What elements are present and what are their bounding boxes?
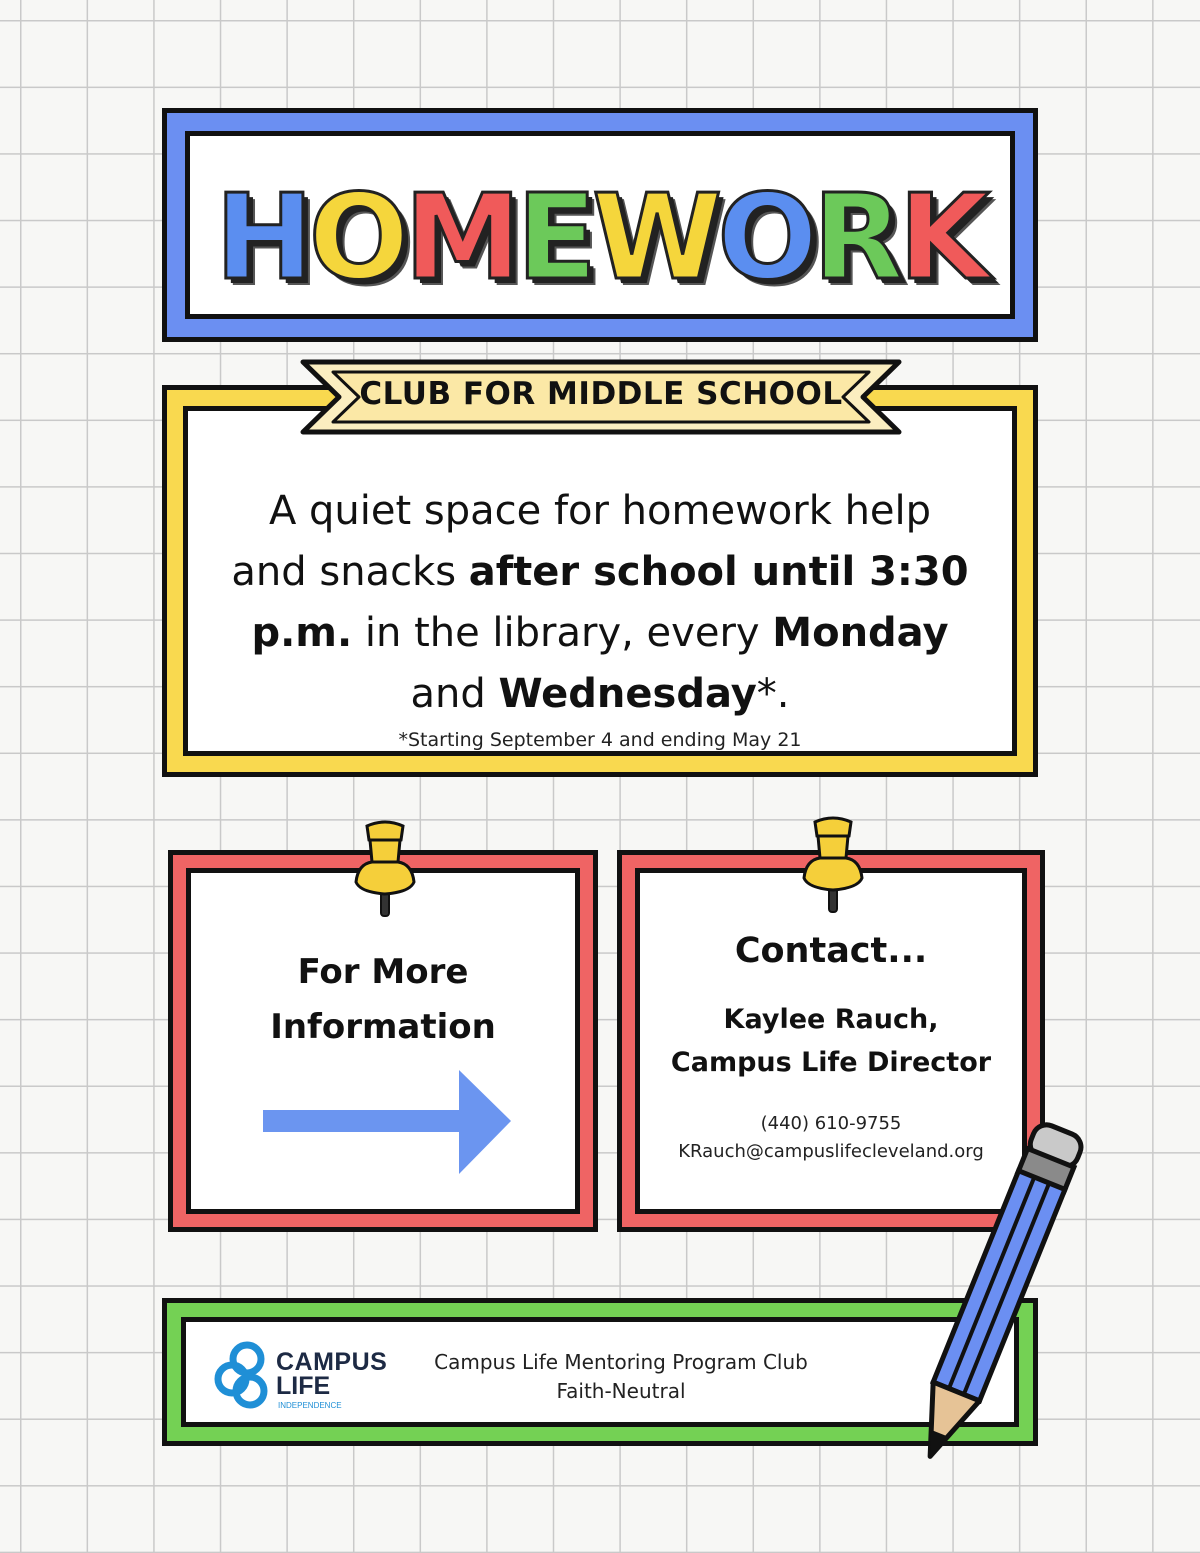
club-ribbon (295, 358, 907, 436)
title-letter: O (717, 168, 813, 306)
contact-email[interactable]: KRauch@campuslifecleveland.org (678, 1141, 984, 1162)
contact-phone[interactable]: (440) 610-9755 (760, 1113, 902, 1134)
pushpin-icon (798, 812, 868, 916)
club-line-4 (218, 664, 982, 725)
footer-program: Campus Life Mentoring Program Club (434, 1350, 808, 1374)
info-heading (191, 945, 575, 1055)
title-frame (162, 108, 1038, 342)
footer-panel (181, 1317, 1019, 1427)
right-arrow-icon (263, 1070, 523, 1180)
club-line-4-end: *. (756, 671, 790, 717)
club-line-4-bold: Wednesday (498, 671, 757, 717)
club-line-2 (218, 542, 982, 603)
contact-name-line-2: Campus Life Director (670, 1047, 992, 1078)
info-heading-line-2: Information (270, 1007, 496, 1047)
title-letter: K (898, 168, 985, 306)
club-panel (183, 406, 1017, 756)
footer-tag: Faith-Neutral (556, 1379, 686, 1403)
club-line-4-plain: and (410, 671, 499, 717)
logo-subtitle: INDEPENDENCE (278, 1401, 342, 1410)
club-dates-note: *Starting September 4 and ending May 21 (398, 729, 802, 751)
logo-word-life: LIFE (276, 1372, 331, 1400)
club-line-2-plain: and snacks (231, 549, 469, 595)
ribbon-label: CLUB FOR MIDDLE SCHOOL (359, 376, 843, 412)
title-letter: W (592, 168, 718, 306)
club-line-3-bold: p.m. (251, 610, 353, 656)
title-letter: H (215, 168, 309, 306)
club-line-2-bold: after school until 3:30 (468, 549, 969, 595)
club-line-1: A quiet space for homework help (268, 488, 932, 534)
contact-name-line-1: Kaylee Rauch, (723, 1004, 939, 1035)
title-letter: O (308, 168, 405, 306)
club-line-3-plain: in the library, every (352, 610, 773, 656)
club-line-3-bold2: Monday (772, 610, 949, 656)
logo-word-campus: CAMPUS (276, 1348, 388, 1376)
rings-icon (212, 1339, 282, 1411)
title-letter: E (516, 168, 593, 306)
club-line-3 (218, 603, 982, 664)
pushpin-icon (350, 816, 420, 920)
info-heading-line-1: For More (297, 952, 469, 992)
homework-title (190, 168, 1010, 306)
title-letter: R (812, 168, 899, 306)
title-panel (185, 131, 1015, 319)
contact-heading: Contact... (734, 931, 928, 971)
club-description (218, 481, 982, 725)
contact-person (640, 998, 1022, 1084)
pencil-icon (900, 1120, 1140, 1520)
club-frame (162, 385, 1038, 777)
title-letter: M (404, 168, 517, 306)
